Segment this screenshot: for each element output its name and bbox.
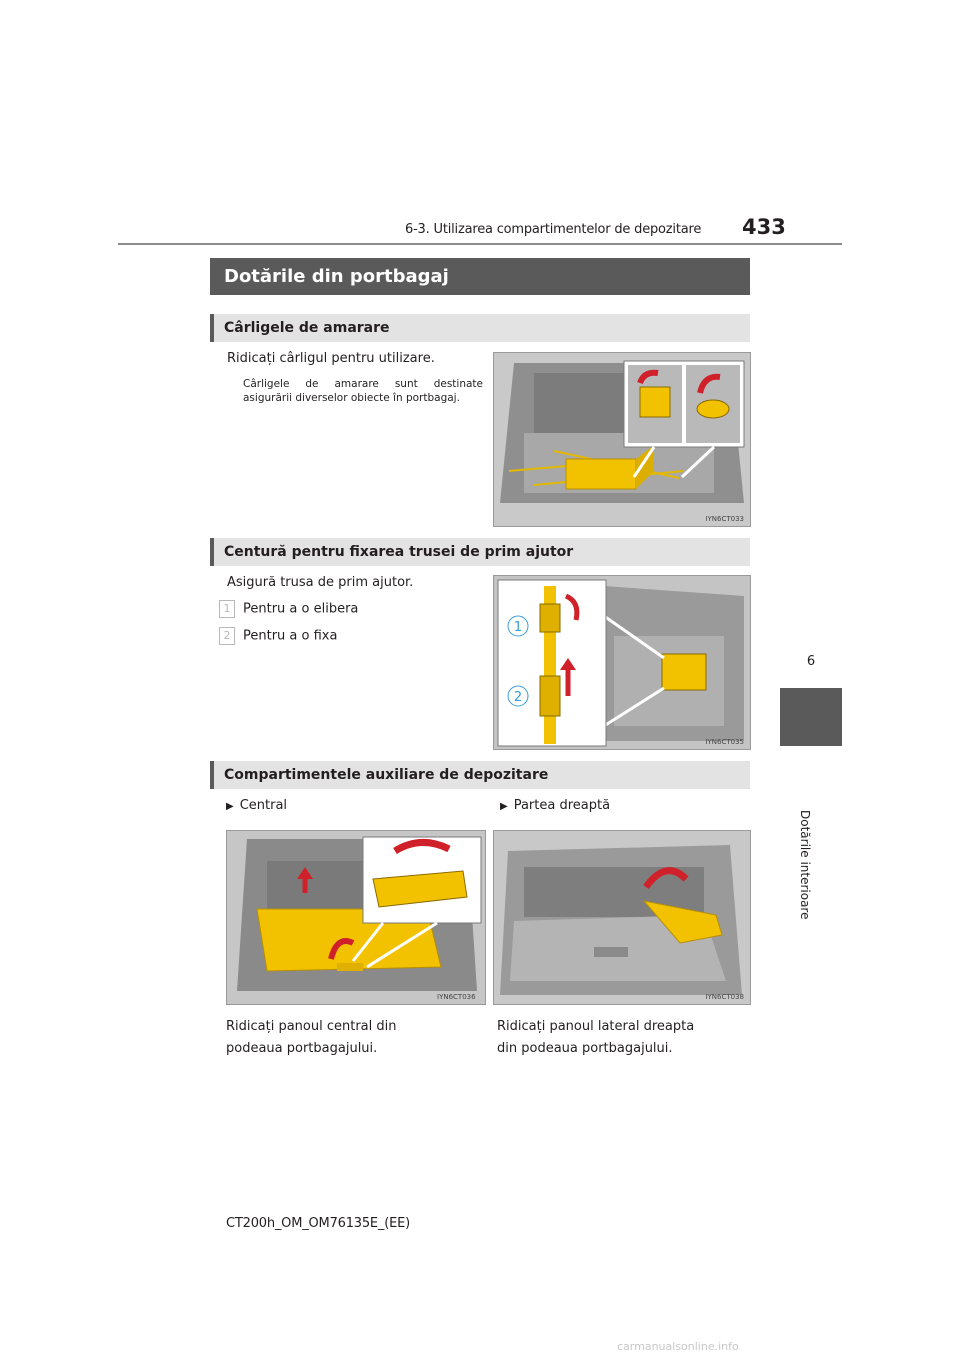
- image-code: IYN6CT038: [705, 993, 744, 1001]
- chapter-tab: [780, 688, 842, 746]
- running-header: 6-3. Utilizarea compartimentelor de depozitare: [405, 222, 702, 237]
- caption-right: Ridicați panoul lateral dreapta din podeaua portbagajului.: [497, 1019, 695, 1056]
- chapter-number: 6: [806, 654, 816, 669]
- label-right-side: ▶ Partea dreaptă: [500, 798, 611, 813]
- svg-text:2: 2: [513, 690, 523, 705]
- tie-down-instruction: Ridicați cârligul pentru utilizare.: [227, 351, 435, 366]
- first-aid-instruction: Asigură trusa de prim ajutor.: [227, 575, 414, 590]
- page-number: 433: [742, 215, 786, 239]
- image-code: IYN6CT036: [437, 993, 476, 1001]
- caption-central: Ridicați panoul central din podeaua portbagajului.: [226, 1019, 397, 1056]
- svg-text:1: 1: [513, 620, 523, 635]
- document-code: CT200h_OM_OM76135E_(EE): [226, 1216, 411, 1231]
- chapter-label: Dotările interioare: [798, 810, 812, 920]
- list-item-release: [219, 600, 358, 619]
- central-storage-illustration: [226, 830, 486, 1005]
- right-storage-illustration: [493, 830, 751, 1005]
- list-item-fasten: [219, 627, 337, 646]
- image-code: IYN6CT035: [705, 738, 744, 746]
- item-label-fasten: Pentru a o fixa: [243, 628, 338, 644]
- item-number-2: 2: [219, 627, 235, 645]
- item-label-release: Pentru a o elibera: [243, 601, 359, 617]
- tie-down-hooks-illustration: [493, 352, 751, 527]
- tie-down-note: Cârligele de amarare sunt destinate asigurării diverselor obiecte în portbagaj.: [243, 378, 483, 404]
- page-title: Dotările din portbagaj: [210, 258, 750, 295]
- section-heading-first-aid-belt: Centură pentru fixarea trusei de prim ajutor: [210, 538, 750, 566]
- watermark: carmanualsonline.info: [617, 1340, 739, 1353]
- first-aid-belt-illustration: [493, 575, 751, 750]
- image-code: IYN6CT033: [705, 515, 744, 523]
- triangle-bullet-icon: ▶: [500, 801, 508, 812]
- item-number-1: 1: [219, 600, 235, 618]
- section-heading-tie-down-hooks: Cârligele de amarare: [210, 314, 750, 342]
- label-central: ▶ Central: [226, 798, 288, 813]
- header-rule: [118, 243, 842, 245]
- section-heading-auxiliary-boxes: Compartimentele auxiliare de depozitare: [210, 761, 750, 789]
- triangle-bullet-icon: ▶: [226, 801, 234, 812]
